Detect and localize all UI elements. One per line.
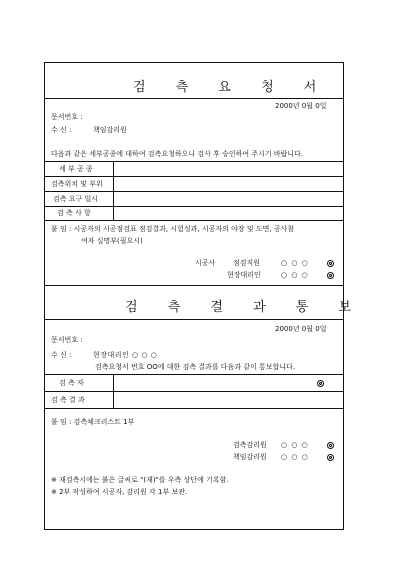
signer-role: 검측감리원 <box>233 441 267 449</box>
divider <box>45 206 343 207</box>
signer-name: ○ ○ ○ <box>281 259 309 267</box>
signer-role: 책임감리원 <box>233 453 267 461</box>
divider <box>113 374 114 408</box>
divider <box>45 98 343 99</box>
divider <box>45 374 343 375</box>
seal-icon <box>327 442 334 449</box>
divider <box>113 161 114 220</box>
signer-name: ○ ○ ○ <box>281 453 309 461</box>
request-attachment-line1: 붙 임 : 시공자의 시공점검표 점검결과, 시험성과, 시공자의 야장 및 도면, 공사참 <box>51 225 295 233</box>
request-attachment-line2: 여자 실명부(필요시) <box>81 237 143 245</box>
row-label-work-type: 세 부 공 종 <box>59 165 93 173</box>
divider <box>45 191 343 192</box>
divider <box>45 220 343 221</box>
signer-name: ○ ○ ○ <box>281 271 309 279</box>
notice-title: 검 측 결 과 통 보 <box>125 300 365 315</box>
request-title: 검 측 요 청 서 <box>133 80 330 95</box>
signer-name: ○ ○ ○ <box>281 441 309 449</box>
row-label-result: 검 측 결 과 <box>51 396 85 404</box>
signer-role: 현장대리인 <box>227 271 261 279</box>
footnote: ※ 2부 작성하여 시공자, 감리원 각 1부 보관. <box>51 488 188 496</box>
notice-date: 2000년 0월 0일 <box>275 325 327 333</box>
section-divider <box>45 285 343 286</box>
notice-message: 검측요청서 번호 OO에 대한 검측 결과를 다음과 같이 통보합니다. <box>95 363 296 371</box>
divider <box>45 408 343 409</box>
signer-role: 점검직원 <box>233 259 261 267</box>
notice-attachment: 붙 임 : 검측체크리스트 1부 <box>51 418 135 426</box>
row-label-request-time: 검측 요구 일시 <box>53 195 99 203</box>
row-label-inspection-items: 검 측 사 항 <box>57 209 91 217</box>
seal-icon <box>317 380 324 387</box>
request-date: 2000년 0월 0일 <box>275 102 327 110</box>
notice-recipient: 현장대리인 ○ ○ ○ <box>93 351 158 359</box>
request-message: 다음과 같은 세부공종에 대하여 검측요청하오니 검사 후 승인하여 주시기 바랍니다. <box>51 150 304 158</box>
inspection-form <box>44 62 365 530</box>
sign-group-label: 시공사 <box>195 259 216 267</box>
divider <box>45 176 343 177</box>
request-doc-no-label: 문서번호 : <box>51 113 83 121</box>
seal-icon <box>327 260 334 267</box>
divider <box>45 319 343 320</box>
notice-recipient-label: 수 신 : <box>51 351 72 359</box>
divider <box>45 161 343 162</box>
divider <box>45 391 343 392</box>
footnote: ※ 재검측시에는 붉은 글씨로 "(재)"를 우측 상단에 기록함. <box>51 476 229 484</box>
seal-icon <box>327 454 334 461</box>
seal-icon <box>327 272 334 279</box>
notice-doc-no-label: 문서번호 : <box>51 336 83 344</box>
request-recipient: 책임감리원 <box>93 126 127 134</box>
request-recipient-label: 수 신 : <box>51 126 72 134</box>
row-label-location: 검측위치 및 부위 <box>51 180 103 188</box>
row-label-inspector: 검 측 자 <box>59 379 84 387</box>
